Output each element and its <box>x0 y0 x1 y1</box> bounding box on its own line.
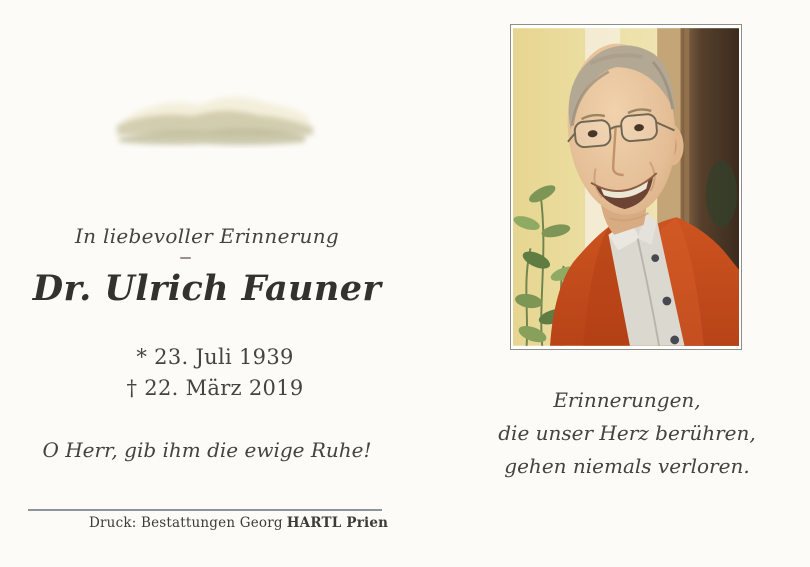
watercolor-landscape-icon <box>105 80 325 165</box>
verse-line: gehen niemals verloren. <box>504 454 750 478</box>
death-cross-icon: † <box>126 376 138 400</box>
birth-date: 23. Juli 1939 <box>154 345 294 369</box>
deceased-name: Dr. Ulrich Fauner <box>32 268 382 309</box>
portrait-illustration-icon <box>513 27 739 347</box>
portrait-photo <box>510 24 742 350</box>
verse-line: Erinnerungen, <box>553 388 701 412</box>
memorial-header: In liebevoller Erinnerung <box>74 224 340 248</box>
verse-block <box>494 384 760 483</box>
death-date: 22. März 2019 <box>144 376 304 400</box>
birth-star-icon: * <box>136 345 148 369</box>
print-credit <box>89 515 388 531</box>
print-credit-emphasis: HARTL Prien <box>286 515 389 531</box>
verse-line: die unser Herz berühren, <box>498 421 756 445</box>
birth-date-line <box>0 345 430 369</box>
print-divider-rule <box>28 509 382 511</box>
death-date-line <box>0 376 430 400</box>
ornament-dash <box>180 257 191 259</box>
print-credit-prefix: Druck: Bestattungen Georg <box>89 515 283 531</box>
prayer-line: O Herr, gib ihm die ewige Ruhe! <box>42 438 372 462</box>
